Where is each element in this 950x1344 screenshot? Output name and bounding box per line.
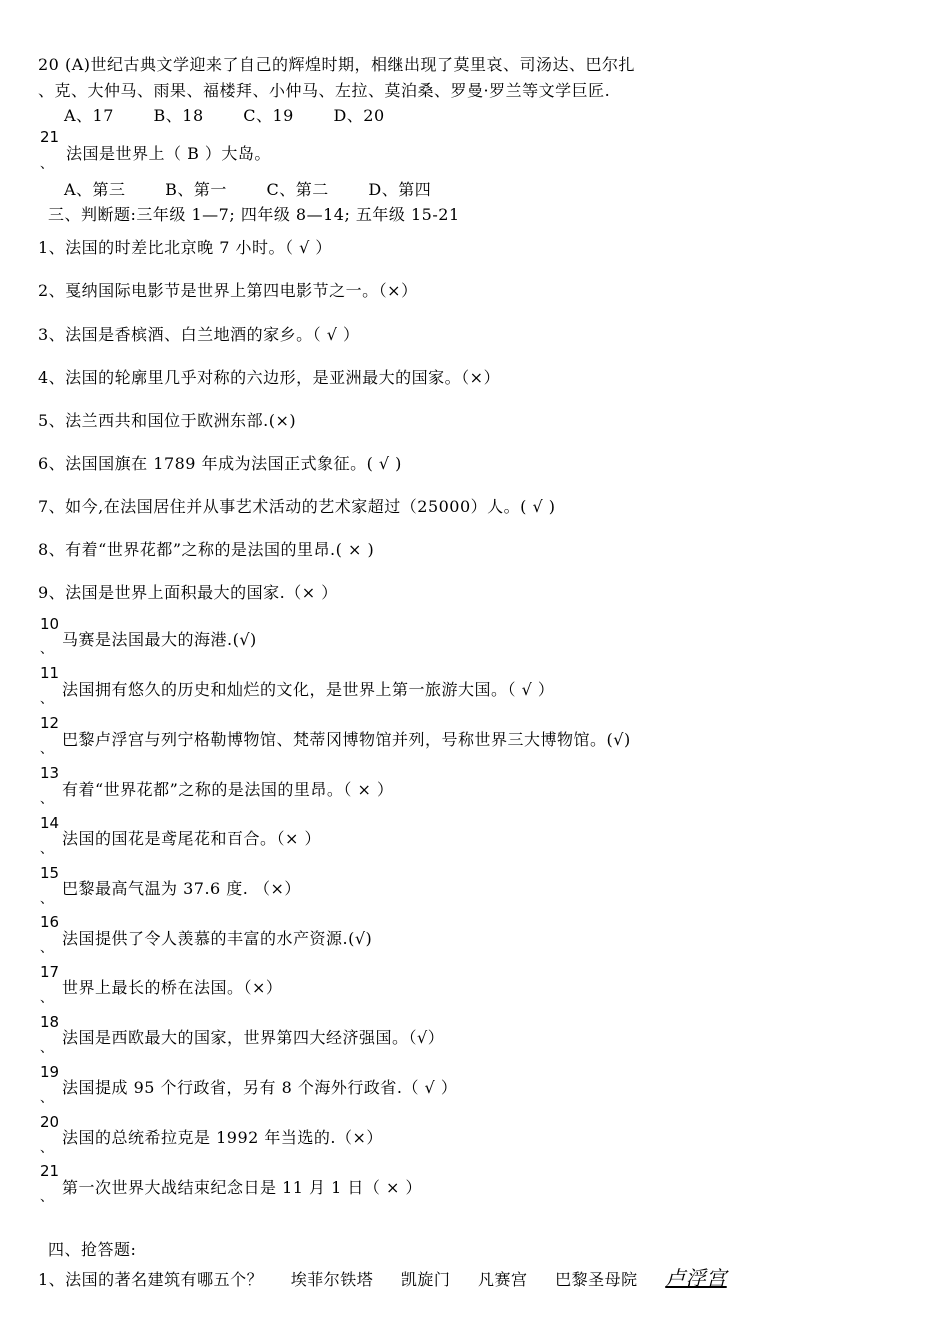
q21-text: 法国是世界上（ B ）大岛。	[66, 144, 271, 163]
q20-option-b: B、18	[153, 106, 204, 125]
q20-options	[64, 103, 419, 126]
q21-option-c: C、第二	[266, 180, 329, 199]
q20-line2: 、克、大仲马、雨果、福楼拜、小仲马、左拉、莫泊桑、罗曼·罗兰等文学巨匠.	[38, 81, 611, 100]
judge-item-5: 5、法兰西共和国位于欧洲东部.(×)	[38, 411, 297, 430]
q21-option-b: B、第一	[165, 180, 227, 199]
judge-item-9: 9、法国是世界上面积最大的国家.（× ）	[38, 583, 338, 602]
judge-item-1: 1、法国的时差比北京晚 7 小时。（ √ ）	[38, 238, 332, 257]
judge-item-6: 6、法国国旗在 1789 年成为法国正式象征。( √ )	[38, 454, 402, 473]
q20-option-a: A、17	[64, 106, 114, 125]
section4-heading: 四、抢答题:	[48, 1240, 137, 1259]
judge-item-7: 7、如今,在法国居住并从事艺术活动的艺术家超过（25000）人。( √ )	[38, 497, 556, 516]
q4-1-answer-2: 凯旋门	[400, 1270, 451, 1289]
q20-option-d: D、20	[333, 106, 385, 125]
q21-option-a: A、第三	[64, 180, 126, 199]
q4-1-answer-1: 埃菲尔铁塔	[290, 1270, 374, 1289]
q4-1-question: 1、法国的著名建筑有哪五个？	[38, 1270, 264, 1289]
q4-1-handwritten-answer: 卢浮宫	[665, 1266, 727, 1290]
judge-item-8: 8、有着“世界花都”之称的是法国的里昂.( × )	[38, 540, 375, 559]
q4-1-answer-4: 巴黎圣母院	[555, 1270, 638, 1289]
q21-options	[64, 177, 465, 200]
q4-1-answer-3: 凡赛宫	[478, 1270, 528, 1289]
q4-1-line	[38, 1262, 727, 1291]
q21-number: 21	[40, 128, 60, 146]
q21-mark: 、	[40, 157, 54, 172]
section3-heading: 三、判断题:三年级 1—7; 四年级 8—14; 五年级 15-21	[48, 205, 460, 224]
judge-item-2: 2、戛纳国际电影节是世界上第四电影节之一。（×）	[38, 281, 418, 300]
judge-item-4: 4、法国的轮廓里几乎对称的六边形，是亚洲最大的国家。（×）	[38, 368, 501, 387]
document-page: 20 (A)世纪古典文学迎来了自己的辉煌时期，相继出现了莫里哀、司汤达、巴尔扎 、克、大仲马、雨果、福楼拜、小仲马、左拉、莫泊桑、罗曼·罗兰等文学巨匠. A、17 B、18 C、19 D、20 21 、 法国是世界上（ B ）大岛。 A、第三 B、第一 C、第二 D、第四 三、判断题:三年级 1—7; 四年级 8—14; 五年级 15-21 1、法国的时差比北京晚 7 小时。（ √ ） 2、戛纳国际电影节是世界上第四电影节之一。（×） 3、法国是香槟酒、白兰地酒的家乡。（ √ ） 4、法国的轮廓里几乎对称的六边形，是亚洲最大的国家。（×） 5、法兰西共和国位于欧洲东部.(×) 6、法国国旗在 1789 年成为法国正式象征。( √ ) 7、如今,在法国居住并从事艺术活动的艺术家超过（25000）人。( √ ) 8、有着“世界花都”之称的是法国的里昂.( × ) 9、法国是世界上面积最大的国家.（× ） 10 、 马赛是法国最大的海港.(√) 11 、 法国拥有悠久的历史和灿烂的文化，是世界上第一旅游大国。（ √ ） 12 、 巴黎卢浮宫与列宁格勒博物馆、梵蒂冈博物馆并列，号称世界三大博物馆。(√) 13 、 有着“世界花都”之称的是法国的里昂。（ × ） 14 、 法国的国花是鸢尾花和百合。（× ） 15 、 巴黎最高气温为 37.6 度. （×） 16 、 法国提供了令人羡慕的丰富的水产资源.(√) 17 、 世界上最长的桥在法国。（×） 18 、 法国是西欧最大的国家，世界第四大经济强国。（√） 19 、 法国提成 95 个行政省，另有 8 个海外行政省.（ √ ） 20 、 法国的总统希拉克是 1992 年当选的.（×） 21 、 第一次世界大战结束纪念日是 11 月 1 日（ × ） 四、抢答题: 1、法国的著名建筑有哪五个？ 埃菲尔铁塔 凯旋门 凡赛宫 巴黎圣母院 卢浮宫	[0, 0, 950, 1344]
q20-line1: 20 (A)世纪古典文学迎来了自己的辉煌时期，相继出现了莫里哀、司汤达、巴尔扎	[38, 55, 635, 74]
judge-item-3: 3、法国是香槟酒、白兰地酒的家乡。（ √ ）	[38, 325, 360, 344]
q21-option-d: D、第四	[368, 180, 432, 199]
q20-option-c: C、19	[243, 106, 294, 125]
